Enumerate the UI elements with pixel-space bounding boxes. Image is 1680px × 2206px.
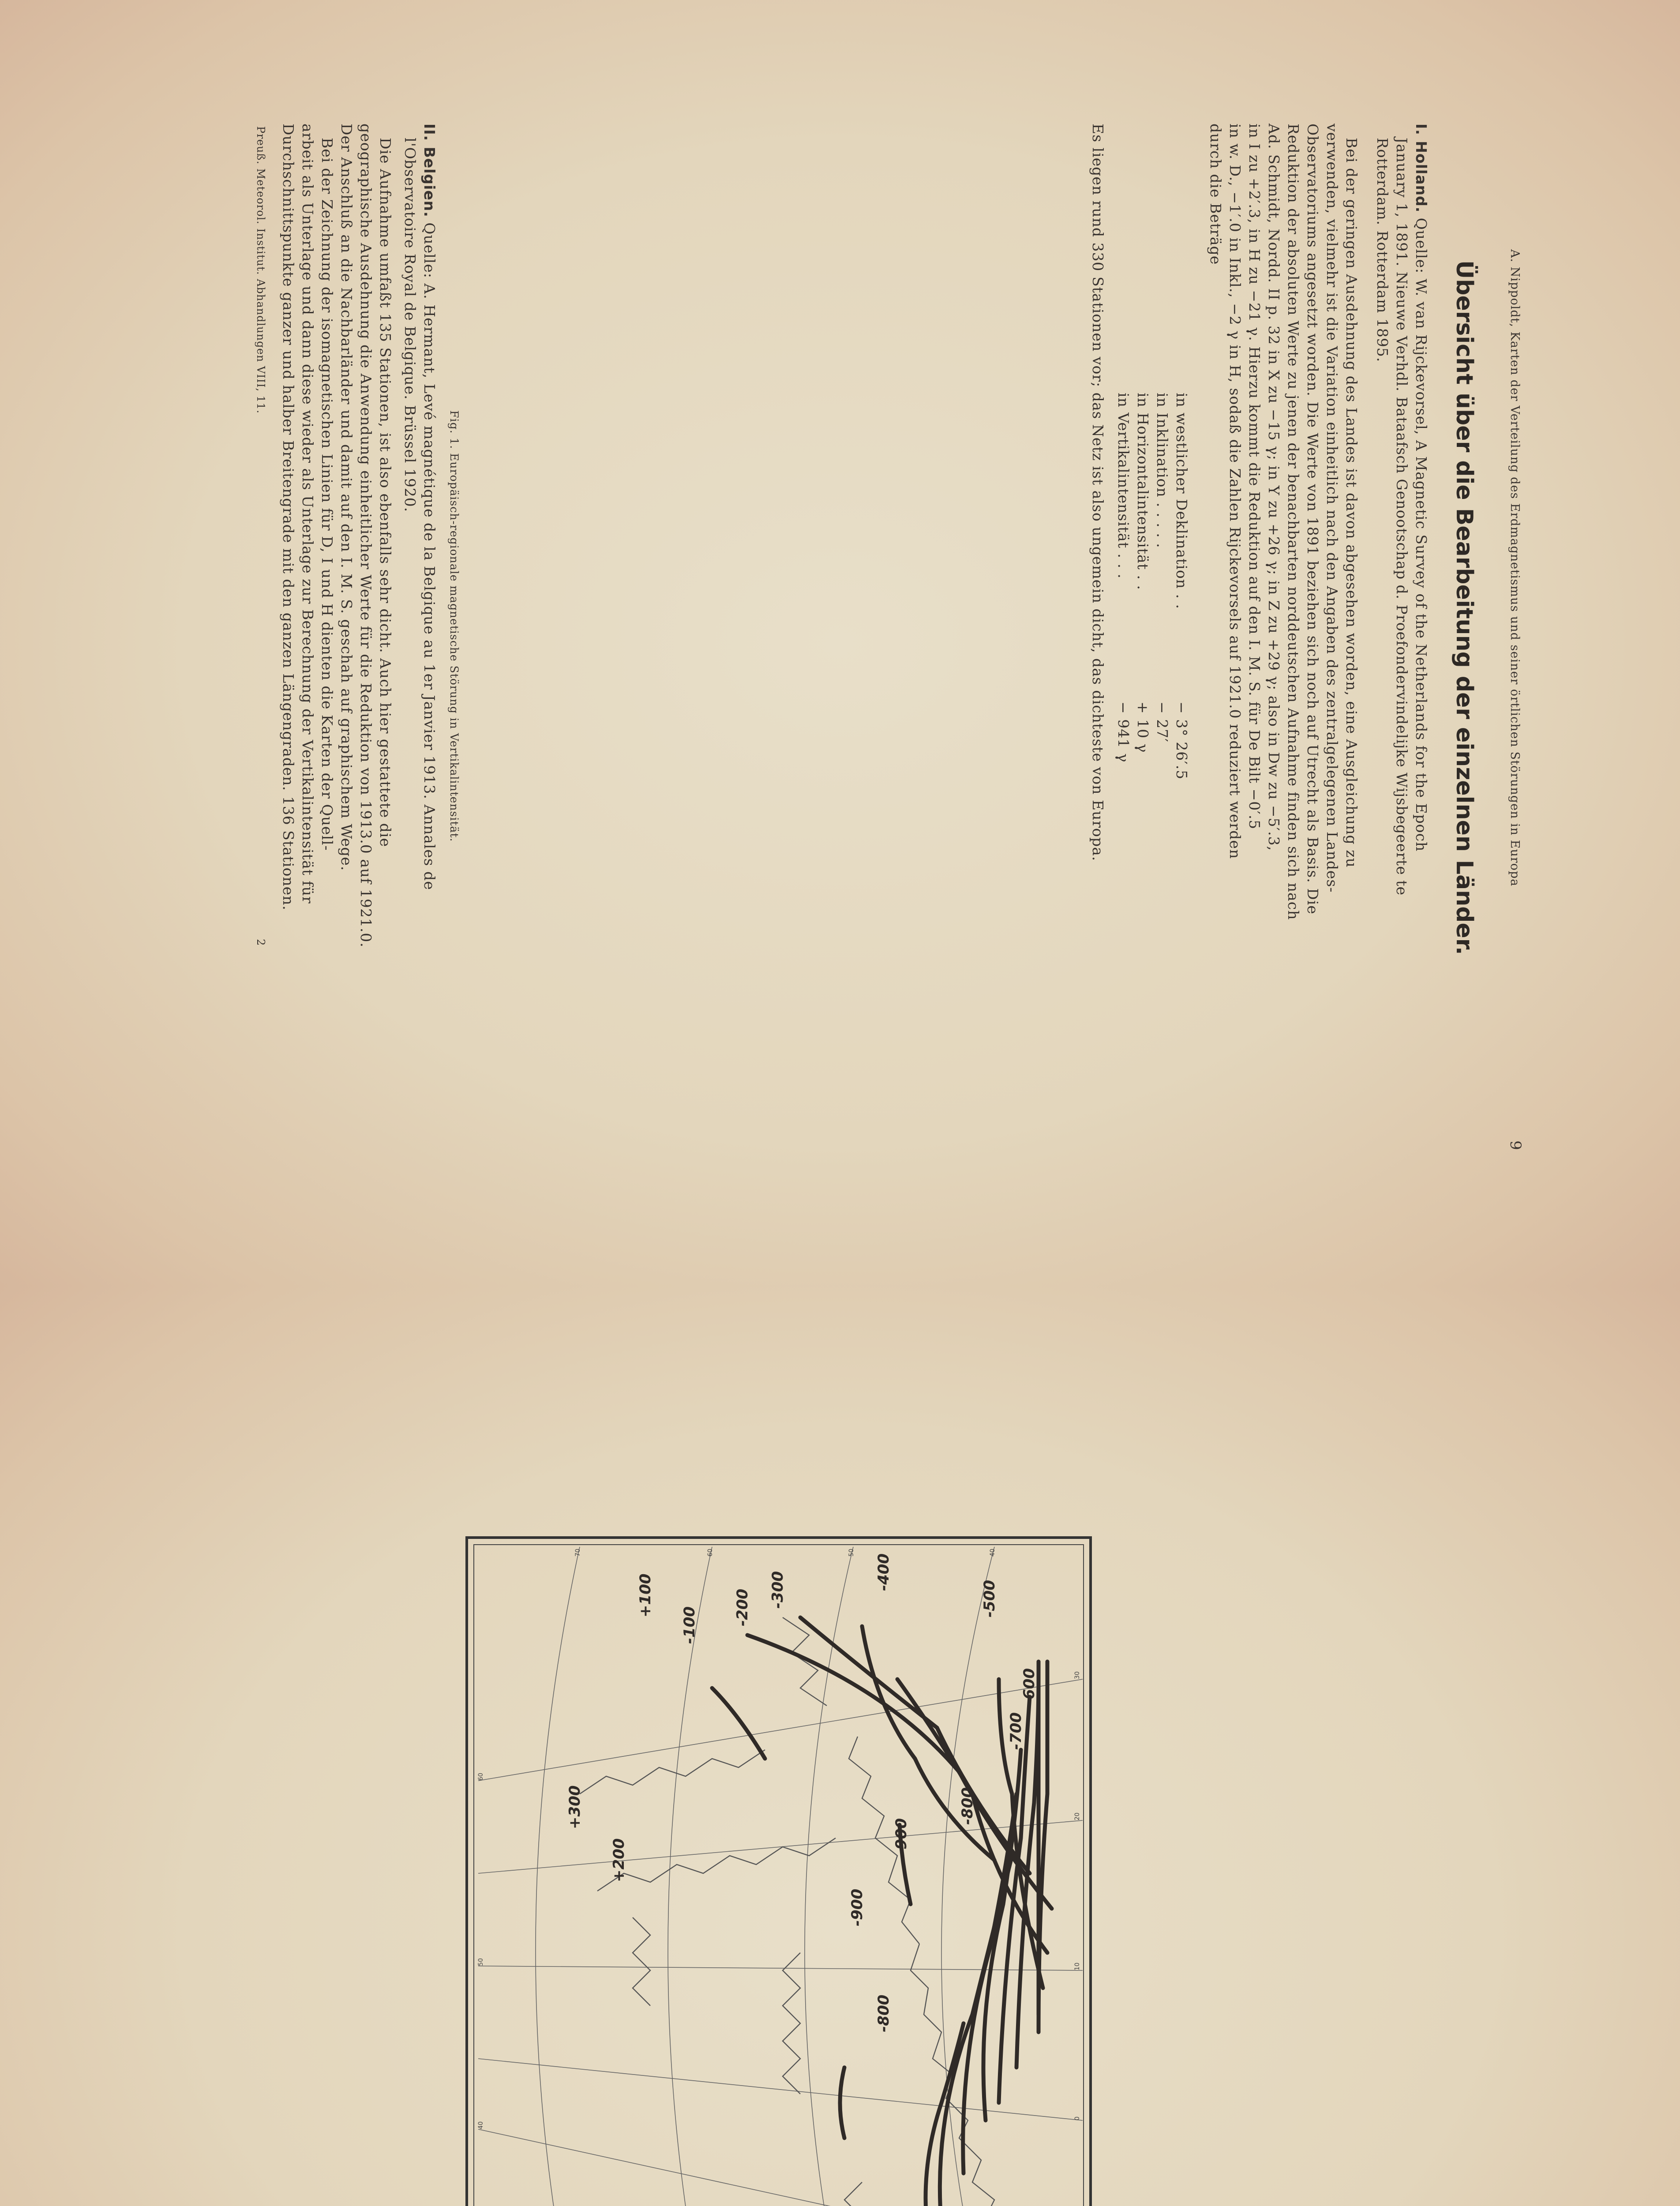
belgien-paragraph-line: Die Aufnahme umfaßt 135 Stationen, ist also ebenfalls sehr dicht. Auch hier gestattete die (377, 138, 394, 847)
lon-tick: 40 (477, 2121, 484, 2129)
map-frame-inner (474, 1545, 1084, 2206)
belgien-source-line-2: l'Observatoire Royal de Belgique. Brüssel 1920. (401, 138, 419, 513)
coastlines (580, 1617, 1003, 2206)
holland-source-line-1: I. Holland. Quelle: W. van Rijckevorsel, A Magnetic Survey of the Netherlands for the Epoch (1413, 124, 1430, 852)
holland-paragraph-line: durch die Beträge (1207, 124, 1224, 265)
value-label: in Horizontalintensität . . (1134, 393, 1151, 590)
belgien-heading: II. Belgien. (421, 124, 438, 218)
value-number: + 10 γ (1134, 702, 1151, 753)
figure-caption: Fig. 1. Europäisch-regionale magnetische Störung in Vertikalintensität. (448, 410, 461, 842)
belgien-paragraph-line: geographische Ausdehnung die Anwendung einheitlicher Werte für die Reduktion von 1913.0 auf 1921.0. (357, 124, 375, 948)
label-minus-700: -700 (1007, 1712, 1025, 1750)
coastline (844, 2182, 862, 2206)
meridian-line (478, 2059, 1083, 2120)
holland-heading: I. Holland. (1413, 124, 1430, 213)
value-number: − 3° 26′.5 (1173, 702, 1190, 780)
isoline-plus-200-short (840, 2067, 844, 2138)
holland-paragraph-line: Observatoriums angesetzt worden. Die Werte von 1891 beziehen sich noch auf Utrecht als Basis. Die (1304, 124, 1321, 915)
parallel-line (805, 1547, 853, 2206)
isoline-labels (557, 1553, 1042, 2206)
lat-tick: 60 (707, 1549, 714, 1557)
value-number: − 941 γ (1115, 702, 1132, 763)
label-minus-500: -500 (981, 1579, 998, 1617)
value-label: in westlicher Deklination . . (1173, 393, 1190, 609)
value-label: in Vertikalintensität . . . (1115, 393, 1132, 579)
isoline-minus-800 (862, 1626, 994, 1860)
label-minus-100: -100 (681, 1606, 698, 1644)
lon-tick: 10 (1074, 1962, 1081, 1970)
figure-map (465, 1536, 1092, 2206)
label-minus-600: -600 (1020, 1668, 1038, 1706)
label-minus-900: -900 (848, 1888, 866, 1926)
coastline (580, 1750, 765, 1794)
rotated-page (13, 0, 1538, 2129)
lat-tick: 40 (989, 1549, 996, 1557)
label-minus-900: -900 (892, 1818, 910, 1856)
belgien-source-line: II. Belgien. Quelle: A. Hermant, Levé magnétique de la Belgique au 1er Janvier 1913. Annales de (421, 124, 438, 890)
coastline (633, 1917, 650, 2006)
footer-text: Preuß. Meteorol. Institut. Abhandlungen VIII, 11. (255, 126, 267, 414)
holland-paragraph-line: in I zu +2′.3, in H zu −21 γ. Hierzu kommt die Reduktion auf den I. M. S. für De Bilt −0′.5 (1246, 124, 1263, 830)
belgien-paragraph-line: Der Anschluß an die Nachbarländer und damit auf den I. M. S. geschah auf graphischem Wege. (338, 124, 355, 871)
coastline (597, 1838, 836, 1891)
holland-paragraph-line: in w. D., −1′.0 in Inkl., −2 γ in H, sodaß die Zahlen Rijckevorsels auf 1921.0 reduziert werden (1226, 124, 1244, 859)
lon-tick: 0 (1074, 2116, 1081, 2120)
belgien-paragraph-line: Durchschnittspunkte ganzer und halber Breitengrade mit den ganzen Längengraden. 136 Stationen. (280, 124, 297, 911)
label-minus-300: -300 (769, 1571, 787, 1609)
belgien-paragraph-line: Bei der Zeichnung der isomagnetischen Linien für D, I und H dienten die Karten der Quell- (319, 138, 336, 851)
lon-tick: 20 (1074, 1812, 1081, 1820)
holland-source-line-3: Rotterdam. Rotterdam 1895. (1374, 138, 1391, 363)
lat-tick: 70 (574, 1549, 581, 1557)
running-header: A. Nippoldt, Karten der Verteilung des Erdmagnetismus und seiner örtlichen Störungen in Europa (1508, 249, 1522, 887)
coastline (783, 1953, 800, 2094)
signature-mark: 2 (255, 939, 267, 946)
holland-paragraph-line: Bei der geringen Ausdehnung des Landes ist davon abgesehen worden, eine Ausgleichung zu (1343, 138, 1360, 868)
parallel-line (668, 1547, 712, 2206)
holland-closing-line: Es liegen rund 330 Stationen vor; das Netz ist also ungemein dicht, das dichteste von Europa. (1089, 124, 1106, 862)
map-svg (465, 1536, 1092, 2206)
isolines (712, 1617, 1052, 2206)
belgien-paragraph-line: arbeit als Unterlage und dann diese wieder als Unterlage zur Berechnung der Vertikalintensität für (299, 124, 316, 904)
label-minus-800: -800 (959, 1787, 976, 1825)
lat-tick: 50 (848, 1549, 855, 1557)
label-minus-400: -400 (875, 1553, 892, 1591)
label-plus-300: +300 (566, 1785, 584, 1829)
meridian-line (478, 1679, 1083, 1781)
lon-tick: 60 (477, 1773, 484, 1781)
page-number: 9 (1507, 1141, 1524, 1150)
holland-paragraph-line: Reduktion der absoluten Werte zu jenen der benachbarten norddeutschen Aufnahme finden sich nach (1285, 124, 1302, 920)
value-number: − 27′ (1154, 702, 1171, 743)
holland-source-line-2: January 1, 1891. Nieuwe Verhdl. Bataafsch Genootschap d. Proefondervindelijke Wijsbegeerte te (1393, 138, 1410, 896)
value-label: in Inklination . . . . . (1154, 393, 1171, 548)
label-minus-800: -800 (875, 1994, 892, 2032)
section-title: Übersicht über die Bearbeitung der einzelnen Länder. (1451, 260, 1478, 955)
meridian-line (478, 2129, 1083, 2206)
lon-tick: 30 (1074, 1671, 1081, 1679)
parallel-line (536, 1547, 580, 2206)
holland-paragraph-line: Ad. Schmidt, Nordd. II p. 32 in X zu −15 γ; in Y zu +26 γ; in Z zu +29 γ; also in Dw zu −5′.3, (1265, 124, 1282, 851)
label-plus-200: +200 (610, 1838, 628, 1882)
lon-tick: 50 (477, 1958, 484, 1966)
label-minus-200: -200 (734, 1588, 751, 1626)
map-frame-outer (467, 1538, 1091, 2206)
coastline (783, 1617, 827, 1706)
label-plus-100: +100 (637, 1573, 654, 1617)
holland-paragraph-line: verwenden, vielmehr ist die Variation einheitlich nach den Angaben des zentralgelegenen Landes- (1324, 124, 1341, 893)
isoline-minus-400-arc (712, 1688, 765, 1759)
